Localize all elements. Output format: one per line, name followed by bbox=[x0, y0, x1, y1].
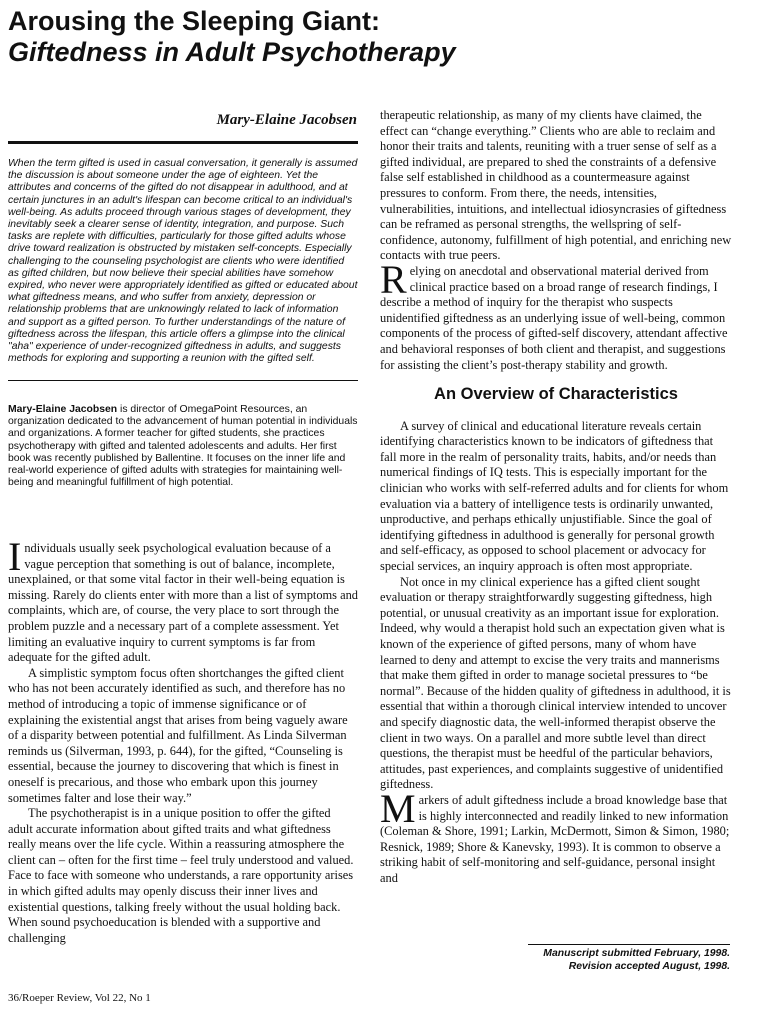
paragraph-text: arkers of adult giftedness include a broad knowledge base that is highly interconnected and readily linked to new information (Coleman & Shore, 1991; Larkin, McDermott, Simon & Simon, 1980; Resnick, 1989; Shore & Kanevsky, 1993). It is common to observe a striking habit of self-monitoring and self-guidance, personal insight and bbox=[380, 792, 730, 885]
author-bio bbox=[8, 404, 358, 489]
right-body-column bbox=[380, 108, 732, 887]
drop-cap: M bbox=[380, 785, 416, 831]
body-paragraph: therapeutic relationship, as many of my clients have claimed, the effect can “change everything.” Clients who are able to reclaim and honor their traits and talents, reuniting with a truer sense of self as a gifted individual, are prepared to shed the constraints of a defensive false self established in childhood as a countermeasure against pressures to conform. From there, the needs, intensities, vulnerabilities, intuitions, and intellectual idiosyncrasies of giftedness can be reframed as personal strengths, the wellspring of self-confidence, autonomy, fulfillment of high potential, and enriching new contacts with true peers. bbox=[380, 108, 732, 263]
body-paragraph bbox=[380, 785, 732, 887]
body-paragraph bbox=[380, 256, 732, 373]
paragraph-text: elying on anecdotal and observational material derived from clinical practice based on a broad range of research findings, I describe a method of inquiry for the therapist who suspects unidentified giftedness as an underlying issue of well-being, common components of the process of gifted-self discovery, attendant affective and behavioral responses of both client and therapist, and suggestions for assisting the client’s post-therapy stability and growth. bbox=[380, 263, 728, 372]
left-body-column bbox=[8, 534, 358, 946]
title-line-1: Arousing the Sleeping Giant: bbox=[8, 6, 381, 36]
author-byline: Mary-Elaine Jacobsen bbox=[216, 112, 357, 128]
manuscript-dates bbox=[528, 944, 730, 973]
drop-cap: I bbox=[8, 534, 22, 579]
body-paragraph: A simplistic symptom focus often shortchanges the gifted client who has not been accurately identified as such, and therefore has no method of introducing a topic of immense significance or of explaining the existential angst that arises from being vaguely aware of a disparity between potential and fulfillment. As Linda Silverman reminds us (Silverman, 1993, p. 644), for the gifted, “Counseling is essential, because the journey to discovering that which is finest in oneself is precarious, and those who embark upon this journey sometimes falter and lose their way.” bbox=[8, 665, 348, 805]
section-heading: An Overview of Characteristics bbox=[434, 385, 678, 404]
abstract: When the term gifted is used in casual conversation, it generally is assumed the discussion is about someone under the age of eighteen. Yet the attributes and concerns of the gifted do not disappear in adulthood, and at certain junctures in an adult's lifespan can become critical to an individual's well-being. As adults proceed through various stages of development, they inevitably seek a clearer sense of identity, integration, and purpose. Such tasks are replete with difficulties, particularly for those gifted adults whose drive toward realization is obstructed by mistaken self-concepts. Especially challenging to the counseling psychologist are clients who were identified as gifted children, but now believe their special abilities have somehow expired, who never were appropriately identified as gifted or educated about what giftedness means, and who suffer from anxiety, depression or relationship problems that are unknowingly related to lack of information and support as a gifted person. To further understandings of the nature of giftedness across the lifespan, this article offers a glimpse into the clinical "aha" experience of under-recognized giftedness in adults, and suggests methods for exploring and supporting a reunion with the gifted self. bbox=[8, 158, 358, 365]
drop-cap: R bbox=[380, 256, 407, 302]
abstract-top-rule bbox=[8, 141, 358, 144]
abstract-bottom-rule bbox=[8, 380, 358, 381]
manuscript-submitted: Manuscript submitted February, 1998. bbox=[543, 948, 730, 959]
body-paragraph: Not once in my clinical experience has a gifted client sought evaluation or therapy straightforwardly suggesting giftedness, high potential, or unusual creativity as an important issue for exploration. Indeed, why would a therapist hold such an expectation given what is known of the experience of gifted persons, many of whom have learned to deny and attempt to excise the very traits and mannerisms that make them gifted in order to manage societal pressures to “be normal”. Because of the hidden quality of giftedness in adulthood, it is essential that within a thorough clinical interview intended to uncover and specify diagnostic data, the well-informed therapist observe the client in two ways. On a parallel and more subtle level than direct questions, the therapist must be heedful of the particular behaviors, attitudes, past experiences, and complaints suggestive of unidentified giftedness. bbox=[380, 574, 731, 792]
paragraph-text: ndividuals usually seek psychological evaluation because of a vague perception that something is out of balance, incomplete, unexplained, or that some vital factor in their well-being equation is missing. Rarely do clients enter with more than a list of symptoms and complaints, which are, of course, the very place to sort through the problem puzzle and a necessary part of a complete assessment. Yet limiting an evaluative inquiry to current symptoms is far from adequate for the gifted adult. bbox=[8, 541, 358, 665]
body-paragraph: The psychotherapist is in a unique position to offer the gifted adult accurate information about gifted traits and what giftedness really means over the life cycle. Within a reassuring atmosphere the client can – often for the first time – feel truly understood and valued. Face to face with someone who understands, a rare opportunity arises in which gifted adults may openly discuss their inner lives and existential questions, talking freely without the usual holding back. When sound psychoeducation is blended with a supportive and challenging bbox=[8, 806, 354, 945]
title-line-2: Giftedness in Adult Psychotherapy bbox=[8, 37, 456, 67]
page-footer: 36/Roeper Review, Vol 22, No 1 bbox=[8, 992, 151, 1004]
body-paragraph bbox=[8, 534, 358, 666]
body-paragraph: A survey of clinical and educational literature reveals certain identifying characteristics known to be indicators of giftedness that fall more in the realm of personality traits, habits, and/or needs than numerical findings of IQ tests. This is especially important for the clinician who works with self-referred adults and for clients for whom evaluation via a battery of intelligence tests is ordinarily unwanted, unproductive, and perhaps ethically unjustifiable. Since the goal of identifying giftedness in adulthood is generally for personal growth and self-efficacy, as opposed to school placement or advocacy for special services, an inquiry approach is often most appropriate. bbox=[380, 418, 729, 574]
bio-name: Mary-Elaine Jacobsen bbox=[8, 404, 118, 415]
article-title bbox=[8, 6, 708, 68]
bio-text: is director of OmegaPoint Resources, an organization dedicated to the advancement of human potential in individuals and organizations. A former teacher for gifted students, she practices psychotherapy with gifted and talented adolescents and adults. Her first book was recently published by Ballentine. It focuses on the inner life and real-world experience of gifted adults with strategies for maintaining well-being and meaningful fulfillment of high potential. bbox=[8, 404, 358, 489]
manuscript-accepted: Revision accepted August, 1998. bbox=[568, 960, 730, 972]
